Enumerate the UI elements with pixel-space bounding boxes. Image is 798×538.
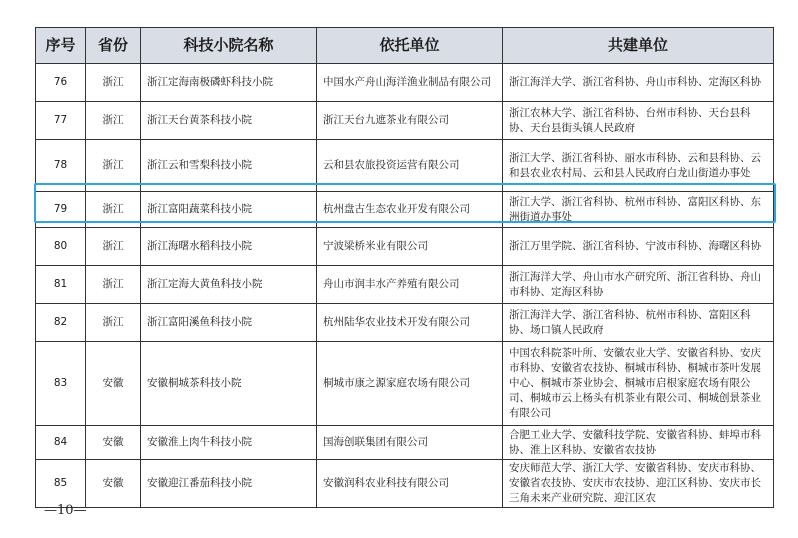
cell-seq: 82 (36, 304, 86, 342)
cell-org: 安徽润科农业科技有限公司 (317, 460, 503, 508)
document-table (35, 27, 774, 508)
cell-seq: 84 (36, 426, 86, 460)
table-row (36, 426, 774, 460)
cell-co: 浙江大学、浙江省科协、杭州市科协、富阳区科协、东洲街道办事处 (503, 192, 774, 228)
cell-co: 浙江农林大学、浙江省科协、台州市科协、天台县科协、天台县街头镇人民政府 (503, 102, 774, 140)
cell-co: 中国农科院茶叶所、安徽农业大学、安徽省科协、安庆市科协、安徽省农技协、桐城市科协、桐城市茶叶发展中心、桐城市茶业协会、桐城市启根家庭农场有限公司、桐城市云上杨头有机茶业有限公司、桐城创景茶业有限公司 (503, 342, 774, 426)
cell-co: 浙江大学、浙江省科协、丽水市科协、云和县科协、云和县农业农村局、云和县人民政府白龙山街道办事处 (503, 140, 774, 192)
table-row (36, 304, 774, 342)
cell-co: 浙江海洋大学、浙江省科协、舟山市科协、定海区科协 (503, 64, 774, 102)
cell-name: 安徽桐城茶科技小院 (141, 342, 317, 426)
page-number: —10— (44, 503, 87, 518)
cell-org: 杭州陆华农业技术开发有限公司 (317, 304, 503, 342)
cell-seq: 77 (36, 102, 86, 140)
table-row (36, 102, 774, 140)
cell-name: 安徽迎江番茄科技小院 (141, 460, 317, 508)
header-co: 共建单位 (503, 28, 774, 64)
cell-seq: 81 (36, 266, 86, 304)
cell-co: 浙江海洋大学、舟山市水产研究所、浙江省科协、舟山市科协、定海区科协 (503, 266, 774, 304)
cell-province: 浙江 (86, 192, 141, 228)
cell-seq: 83 (36, 342, 86, 426)
cell-co: 浙江海洋大学、浙江省科协、杭州市科协、富阳区科协、场口镇人民政府 (503, 304, 774, 342)
cell-seq: 79 (36, 192, 86, 228)
table-row (36, 64, 774, 102)
table-row (36, 460, 774, 508)
header-name: 科技小院名称 (141, 28, 317, 64)
cell-name: 安徽淮上肉牛科技小院 (141, 426, 317, 460)
cell-province: 浙江 (86, 64, 141, 102)
table-row (36, 342, 774, 426)
cell-province: 浙江 (86, 140, 141, 192)
table-row (36, 266, 774, 304)
cell-org: 浙江天台九遮茶业有限公司 (317, 102, 503, 140)
header-seq: 序号 (36, 28, 86, 64)
cell-name: 浙江富阳蔬菜科技小院 (141, 192, 317, 228)
cell-co: 合肥工业大学、安徽科技学院、安徽省科协、蚌埠市科协、淮上区科协、安徽省农技协 (503, 426, 774, 460)
cell-seq: 85 (36, 460, 86, 508)
cell-org: 桐城市康之源家庭农场有限公司 (317, 342, 503, 426)
cell-name: 浙江天台黄茶科技小院 (141, 102, 317, 140)
cell-org: 宁波梁桥米业有限公司 (317, 228, 503, 266)
cell-province: 浙江 (86, 266, 141, 304)
cell-province: 安徽 (86, 426, 141, 460)
cell-seq: 78 (36, 140, 86, 192)
cell-province: 安徽 (86, 342, 141, 426)
cell-org: 舟山市润丰水产养殖有限公司 (317, 266, 503, 304)
cell-seq: 80 (36, 228, 86, 266)
table-row (36, 228, 774, 266)
cell-org: 杭州盘古生态农业开发有限公司 (317, 192, 503, 228)
cell-province: 浙江 (86, 304, 141, 342)
cell-name: 浙江定海南极磷虾科技小院 (141, 64, 317, 102)
cell-name: 浙江富阳溪鱼科技小院 (141, 304, 317, 342)
cell-seq: 76 (36, 64, 86, 102)
cell-name: 浙江定海大黄鱼科技小院 (141, 266, 317, 304)
cell-co: 浙江万里学院、浙江省科协、宁波市科协、海曙区科协 (503, 228, 774, 266)
table-row-highlighted (36, 192, 774, 228)
header-province: 省份 (86, 28, 141, 64)
cell-name: 浙江海曙水稻科技小院 (141, 228, 317, 266)
cell-province: 安徽 (86, 460, 141, 508)
cell-org: 国海创联集团有限公司 (317, 426, 503, 460)
cell-province: 浙江 (86, 228, 141, 266)
cell-org: 中国水产舟山海洋渔业制品有限公司 (317, 64, 503, 102)
cell-co: 安庆师范大学、浙江大学、安徽省科协、安庆市科协、安徽省农技协、安庆市农技协、迎江区科协、安庆市长三角未来产业研究院、迎江区农 (503, 460, 774, 508)
header-org: 依托单位 (317, 28, 503, 64)
table-row (36, 140, 774, 192)
table-header-row (36, 28, 774, 64)
cell-province: 浙江 (86, 102, 141, 140)
cell-org: 云和县农旅投资运营有限公司 (317, 140, 503, 192)
cell-name: 浙江云和雪梨科技小院 (141, 140, 317, 192)
